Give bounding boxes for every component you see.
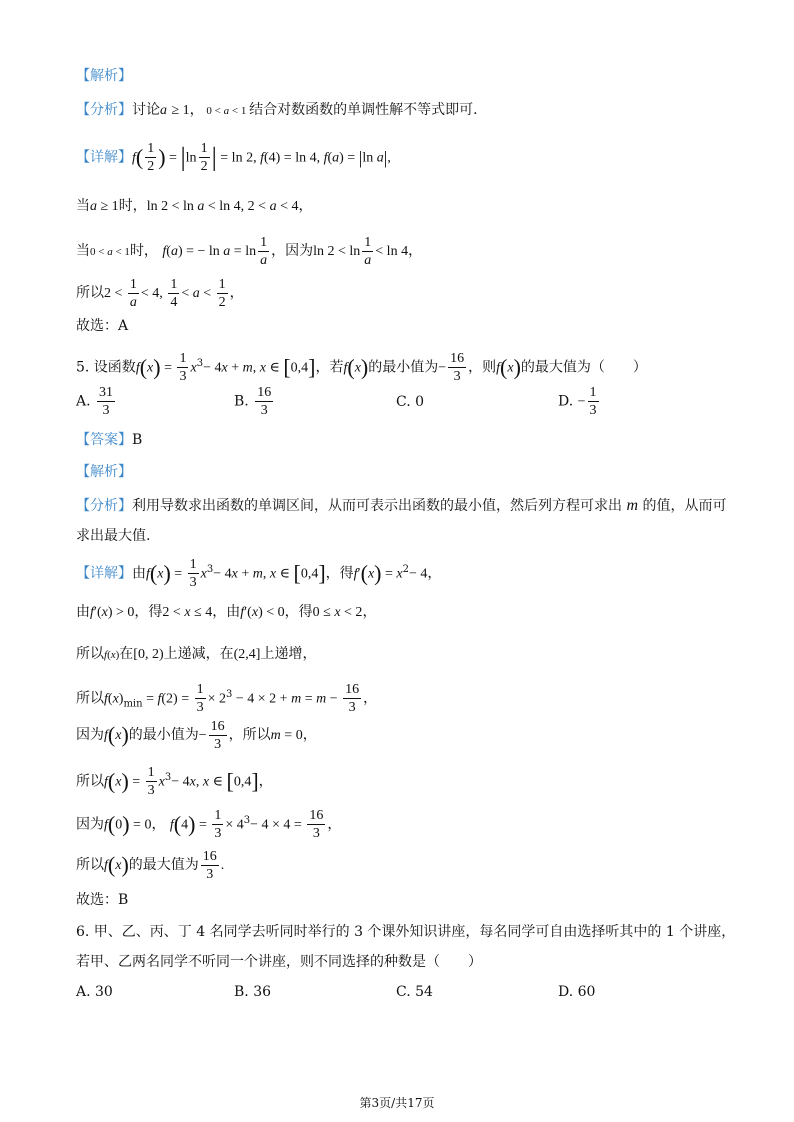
- page-footer: 第3页/共17页: [359, 1096, 435, 1110]
- q4-detail-4: 所以2 < $\frac{1}{a}$ < 4, $\frac{1}{4}$ < a < $\frac{1}{2}$ ，: [76, 276, 244, 310]
- q5-detail-5: 因为f(x)的最小值为− $\frac{16}{3}$ ，所以m = 0，: [76, 718, 317, 752]
- q5-stem: 5. 设函数f(x) = $\frac{1}{3}$ $x^3- 4x + m$, x ∈ [0,4]，若f(x)的最小值为− $\frac{16}{3}$ ，则f(x)的最大值为（ ）: [76, 351, 647, 385]
- q5-answer: 【答案】B: [76, 432, 143, 448]
- q5-option-b[interactable]: B. $\frac{16}{3}$: [234, 385, 272, 418]
- q6-stem-1: 6. 甲、乙、丙、丁 4 名同学去听同时举行的 3 个课外知识讲座，每名同学可自由选择听其中的 1 个讲座，: [76, 924, 736, 940]
- q5-detail-6: 所以f(x) = $\frac{1}{3}$ $x^3- 4x$, x ∈ [0,4]，: [76, 765, 273, 799]
- q4-analysis: 【分析】讨论a ≥ 1， 0 < a < 1 结合对数函数的单调性解不等式即可.: [76, 102, 478, 118]
- q4-detail-2: 当a ≥ 1时，ln 2 < ln a < ln 4, 2 < a < 4，: [76, 198, 313, 214]
- q5-analysis-2: 求出最大值.: [76, 528, 151, 544]
- q5-option-d[interactable]: D. − $\frac{1}{3}$: [558, 385, 597, 418]
- q4-detail-1: 【详解】f( $\frac{1}{2}$ ) = |ln $\frac{1}{2}$ | = ln 2, f(4) = ln 4, f(a) = |ln a|,: [76, 141, 391, 174]
- q5-choice: 故选：B: [76, 892, 129, 908]
- q5-analysis: 【分析】利用导数求出函数的单调区间，从而可表示出函数的最小值，然后列方程可求出 m 的值，从而可: [76, 497, 727, 514]
- q6-option-b[interactable]: B. 36: [234, 984, 272, 1000]
- q4-detail-3: 当0 < a < 1时， f(a) = − ln a = ln $\frac{1}{a}$ ，因为ln 2 < ln $\frac{1}{a}$ < ln 4，: [76, 234, 423, 268]
- q6-option-a[interactable]: A. 30: [76, 984, 113, 1000]
- q6-stem-2: 若甲、乙两名同学不听同一个讲座，则不同选择的种数是（ ）: [76, 954, 482, 970]
- q5-detail-7: 因为f(0) = 0， f(4) = $\frac{1}{3}$ × $4^3- 4 \times 4$ = $\frac{16}{3}$ ，: [76, 808, 342, 842]
- q6-option-c[interactable]: C. 54: [396, 984, 433, 1000]
- q4-choice: 故选：A: [76, 318, 129, 334]
- jiexi-tag: 【解析】: [76, 68, 132, 84]
- q5-jiexi-tag: 【解析】: [76, 464, 132, 480]
- q5-option-a[interactable]: A. $\frac{31}{3}$: [76, 385, 114, 418]
- q5-option-c[interactable]: C. 0: [396, 394, 425, 410]
- q5-detail-1: 【详解】由f(x) = $\frac{1}{3}$ $x^3- 4x + m$, x ∈ [0,4]，得$f'(x) = x^2- 4$，: [76, 557, 442, 591]
- q5-detail-2: 由f′(x) > 0，得2 < x ≤ 4，由f′(x) < 0，得0 ≤ x < 2，: [76, 604, 377, 620]
- q5-detail-4: 所以$f(x)_{min} = f(2)$ = $\frac{1}{3}$ × $2^3 - 4 \times 2 + m = m$ − $\frac{16}{3}$ ，: [76, 682, 378, 716]
- q6-option-d[interactable]: D. 60: [558, 984, 596, 1000]
- q5-detail-8: 所以f(x)的最大值为 $\frac{16}{3}$ .: [76, 848, 225, 882]
- q5-detail-3: 所以f(x)在[0, 2)上递减，在(2,4]上递增，: [76, 646, 317, 662]
